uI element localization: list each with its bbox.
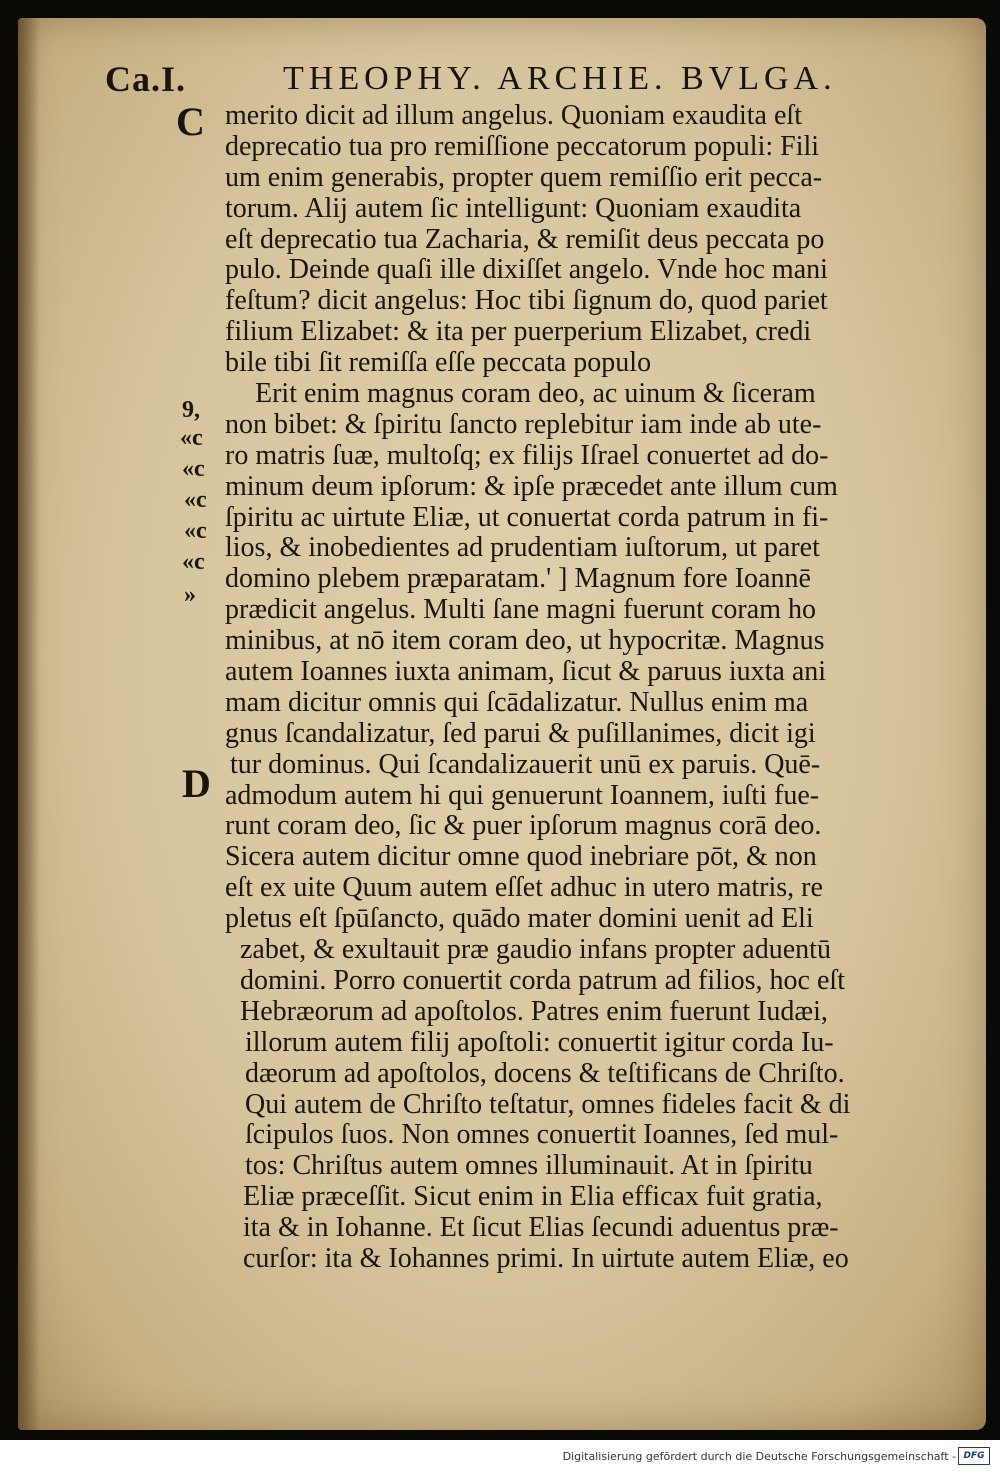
text-line: domini. Porro conuertit corda patrum ad filios, hoc eſt [240,964,845,996]
text-line: zabet, & exultauit præ gaudio infans propter aduentū [240,934,831,966]
chapter-label: Ca.I. [105,59,187,99]
margin-quote-mark: 9, [182,397,200,423]
text-line: gnus ſcandalizatur, ſed parui & puſillanimes, dicit igi [225,717,816,749]
footer-bar [0,1440,1000,1474]
text-line: Qui autem de Chriſto teſtatur, omnes fideles facit & di [245,1088,851,1120]
text-line: ro matris ſuæ, multoſq; ex filijs Iſrael conuertet ad do- [225,439,829,471]
text-line: pletus eſt ſpūſancto, quādo mater domini uenit ad Eli [225,903,814,935]
text-line: minibus, at nō item coram deo, ut hypocritæ. Magnus [225,625,825,657]
text-line: admodum autem hi qui genuerunt Ioannem, iuſti fue- [225,779,820,811]
margin-quote-mark: «c [184,518,207,544]
margin-letter-c: C [176,99,205,144]
text-line: bile tibi ſit remiſſa eſſe peccata populo [225,347,652,379]
text-line: dæorum ad apoſtolos, docens & teſtificans de Chriſto. [245,1057,845,1089]
text-line: runt coram deo, ſic & puer ipſorum magnus corā deo. [225,810,822,842]
margin-quote-mark: «c [184,487,207,513]
dfg-logo-badge: DFG [958,1447,990,1465]
text-line: lios, & inobedientes ad prudentiam iuſtorum, ut paret [225,532,820,564]
funding-credit: Digitalisierung gefördert durch die Deutsche Forschungsgemeinschaft - [562,1450,956,1463]
text-line: domino plebem præparatam.' ] Magnum fore Ioannē [225,563,811,595]
running-head [105,52,925,102]
text-line: feſtum? dicit angelus: Hoc tibi ſignum do, quod pariet [225,285,828,317]
text-line: deprecatio tua pro remiſſione peccatorum populi: Fili [225,130,820,162]
text-line: pulo. Deinde quaſi ille dixiſſet angelo. Vnde hoc mani [225,254,828,286]
text-line: ſpiritu ac uirtute Eliæ, ut conuertat corda patrum in fi- [225,501,829,533]
margin-quote-mark: «c [182,549,205,575]
text-line: autem Ioannes iuxta animam, ſicut & paruus iuxta ani [225,656,827,688]
margin-quote-mark: «c [180,425,203,451]
text-line: eſt ex uite Quum autem eſſet adhuc in utero matris, re [225,872,823,904]
text-line: minum deum ipſorum: & ipſe præcedet ante illum cum [225,470,838,502]
page-gutter-shadow [18,18,40,1430]
text-line: Eliæ præceſſit. Sicut enim in Elia efficax fuit gratia, [243,1181,823,1213]
text-line: torum. Alij autem ſic intelligunt: Quoniam exaudita [225,192,802,224]
text-line: mam dicitur omnis qui ſcādalizatur. Nullus enim ma [225,686,809,718]
text-line: ſcipulos ſuos. Non omnes conuertit Ioannes, ſed mul- [245,1119,839,1151]
text-line: illorum autem filij apoſtoli: conuertit igitur corda Iu- [245,1026,834,1058]
text-line: Erit enim magnus coram deo, ac uinum & ſiceram [255,378,816,410]
body-text [225,101,935,1275]
text-line: merito dicit ad illum angelus. Quoniam exaudita eſt [225,100,802,131]
text-line: um enim generabis, propter quem remiſſio erit pecca- [225,161,823,193]
text-line: filium Elizabet: & ita per puerperium Elizabet, credi [225,316,812,348]
running-head-title: THEOPHY. ARCHIE. BVLGA. [283,60,837,97]
text-line: non bibet: & ſpiritu ſancto replebitur iam inde ab ute- [225,408,822,440]
text-line: eſt deprecatio tua Zacharia, & remiſit deus peccata po [225,223,825,255]
text-line: tur dominus. Qui ſcandalizauerit unū ex paruis. Quē- [230,748,821,780]
text-line: Hebræorum ad apoſtolos. Patres enim fuerunt Iudæi, [240,995,828,1027]
text-line: Sicera autem dicitur omne quod inebriare pōt, & non [225,841,817,873]
margin-quote-mark: » [184,582,196,608]
margin-quote-mark: «c [182,456,205,482]
text-line: prædicit angelus. Multi ſane magni fuerunt coram ho [225,594,816,626]
text-line: curſor: ita & Iohannes primi. In uirtute autem Eliæ, eo [243,1242,849,1274]
text-line: tos: Chriſtus autem omnes illuminauit. At in ſpiritu [245,1150,813,1182]
text-line: ita & in Iohanne. Et ſicut Elias ſecundi aduentus præ- [243,1212,839,1244]
margin-letter-d: D [182,761,211,806]
